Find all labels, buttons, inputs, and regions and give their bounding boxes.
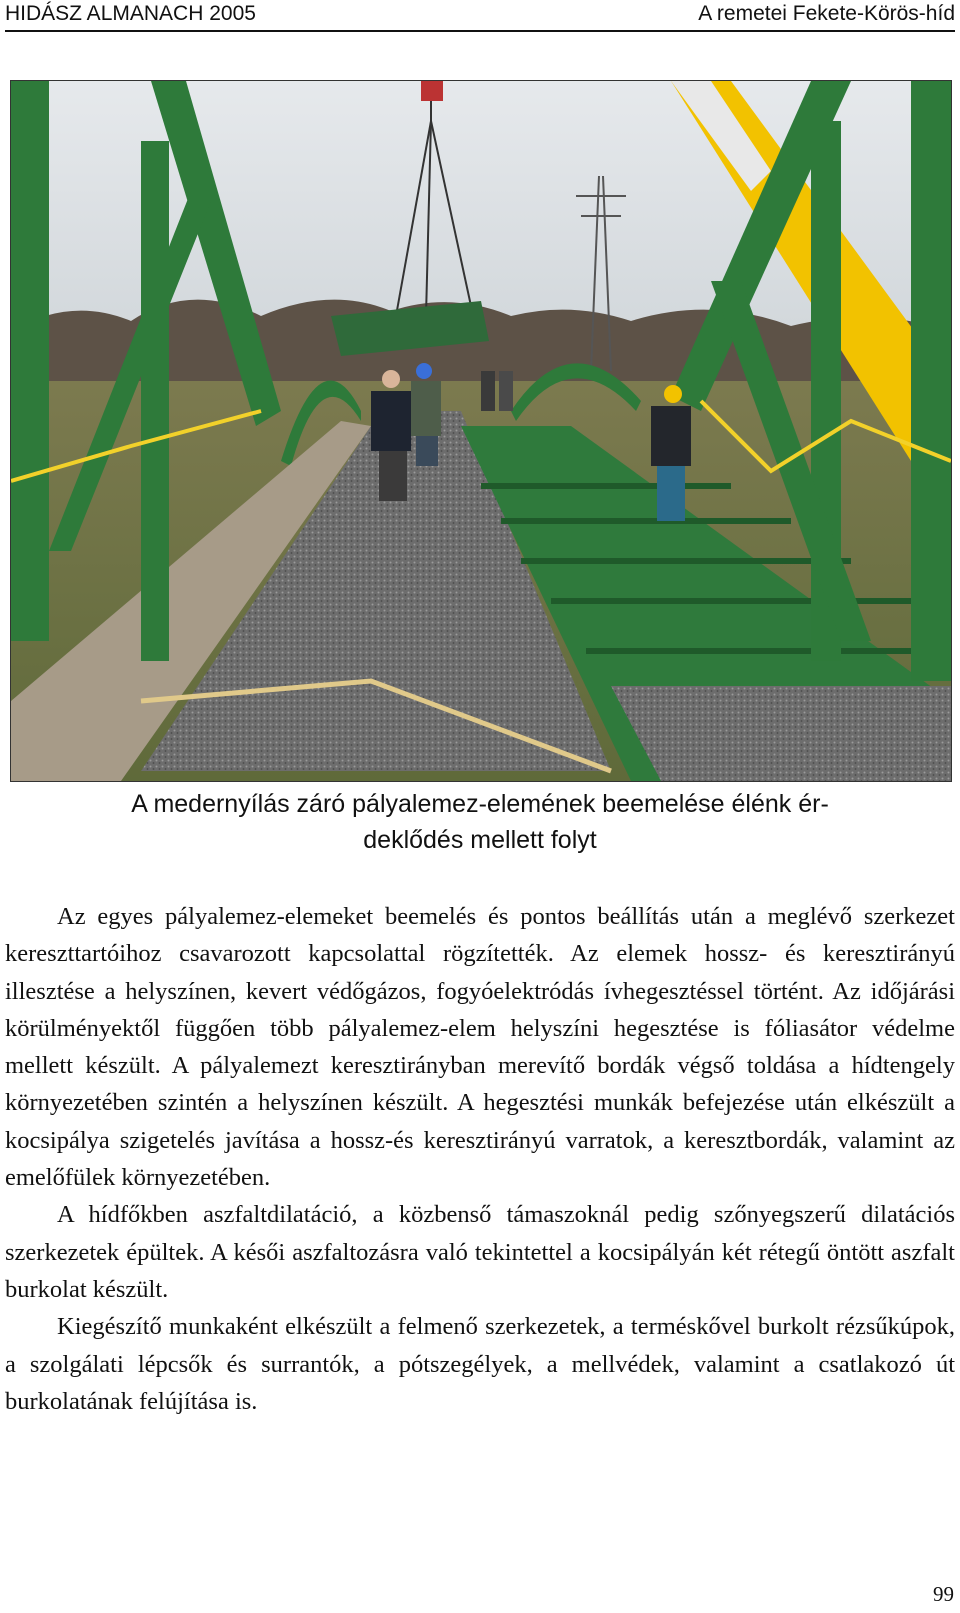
article-body	[5, 898, 955, 1420]
page-header	[5, 0, 955, 32]
almanac-title: HIDÁSZ ALMANACH 2005	[5, 2, 256, 25]
page-number: 99	[933, 1582, 954, 1606]
paragraph-2: A hídfőkben aszfaltdilatáció, a közbenső támaszoknál pedig szőnyegszerű dilatációs szerkezetek épültek. A késői aszfaltozásra való tekintettel a kocsipályán két rétegű öntött aszfalt burkolat készült.	[5, 1201, 955, 1303]
photo-caption	[10, 786, 950, 858]
caption-line-1: A medernyílás záró pályalemez-elemének beemelése élénk ér-	[131, 790, 829, 818]
article-title: A remetei Fekete-Körös-híd	[698, 2, 955, 25]
paragraph-1: Az egyes pályalemez-elemeket beemelés és pontos beállítás után a meglévő szerkezet kereszttartóihoz csavarozott kapcsolattal rögzítették. Az elemek hossz- és keresztirányú illesztése a helyszínen, kevert védőgázos, fogyóelektródás ívhegesztéssel történt. Az időjárási körülményektől függően több pályalemez-elem helyszíni hegesztése is fóliasátor védelme mellett készült. A pályalemezt keresztirányban merevítő bordák végső toldása a hídtengely környezetében szintén a helyszínen készült. A hegesztési munkák befejezése után elkészült a kocsipálya szigetelés javítása a hossz-és keresztirányú varratok, a keresztbordák, valamint az emelőfülek környezetében.	[5, 903, 955, 1192]
caption-line-2: deklődés mellett folyt	[363, 826, 597, 854]
bridge-deck-lifting-photo	[10, 80, 952, 782]
paragraph-3: Kiegészítő munkaként elkészült a felmenő szerkezetek, a terméskővel burkolt rézsűkúpok, a szolgálati lépcsők és surrantók, a pótszegélyek, a mellvédek, valamint a csatlakozó út burkolatának felújítása is.	[5, 1313, 955, 1415]
